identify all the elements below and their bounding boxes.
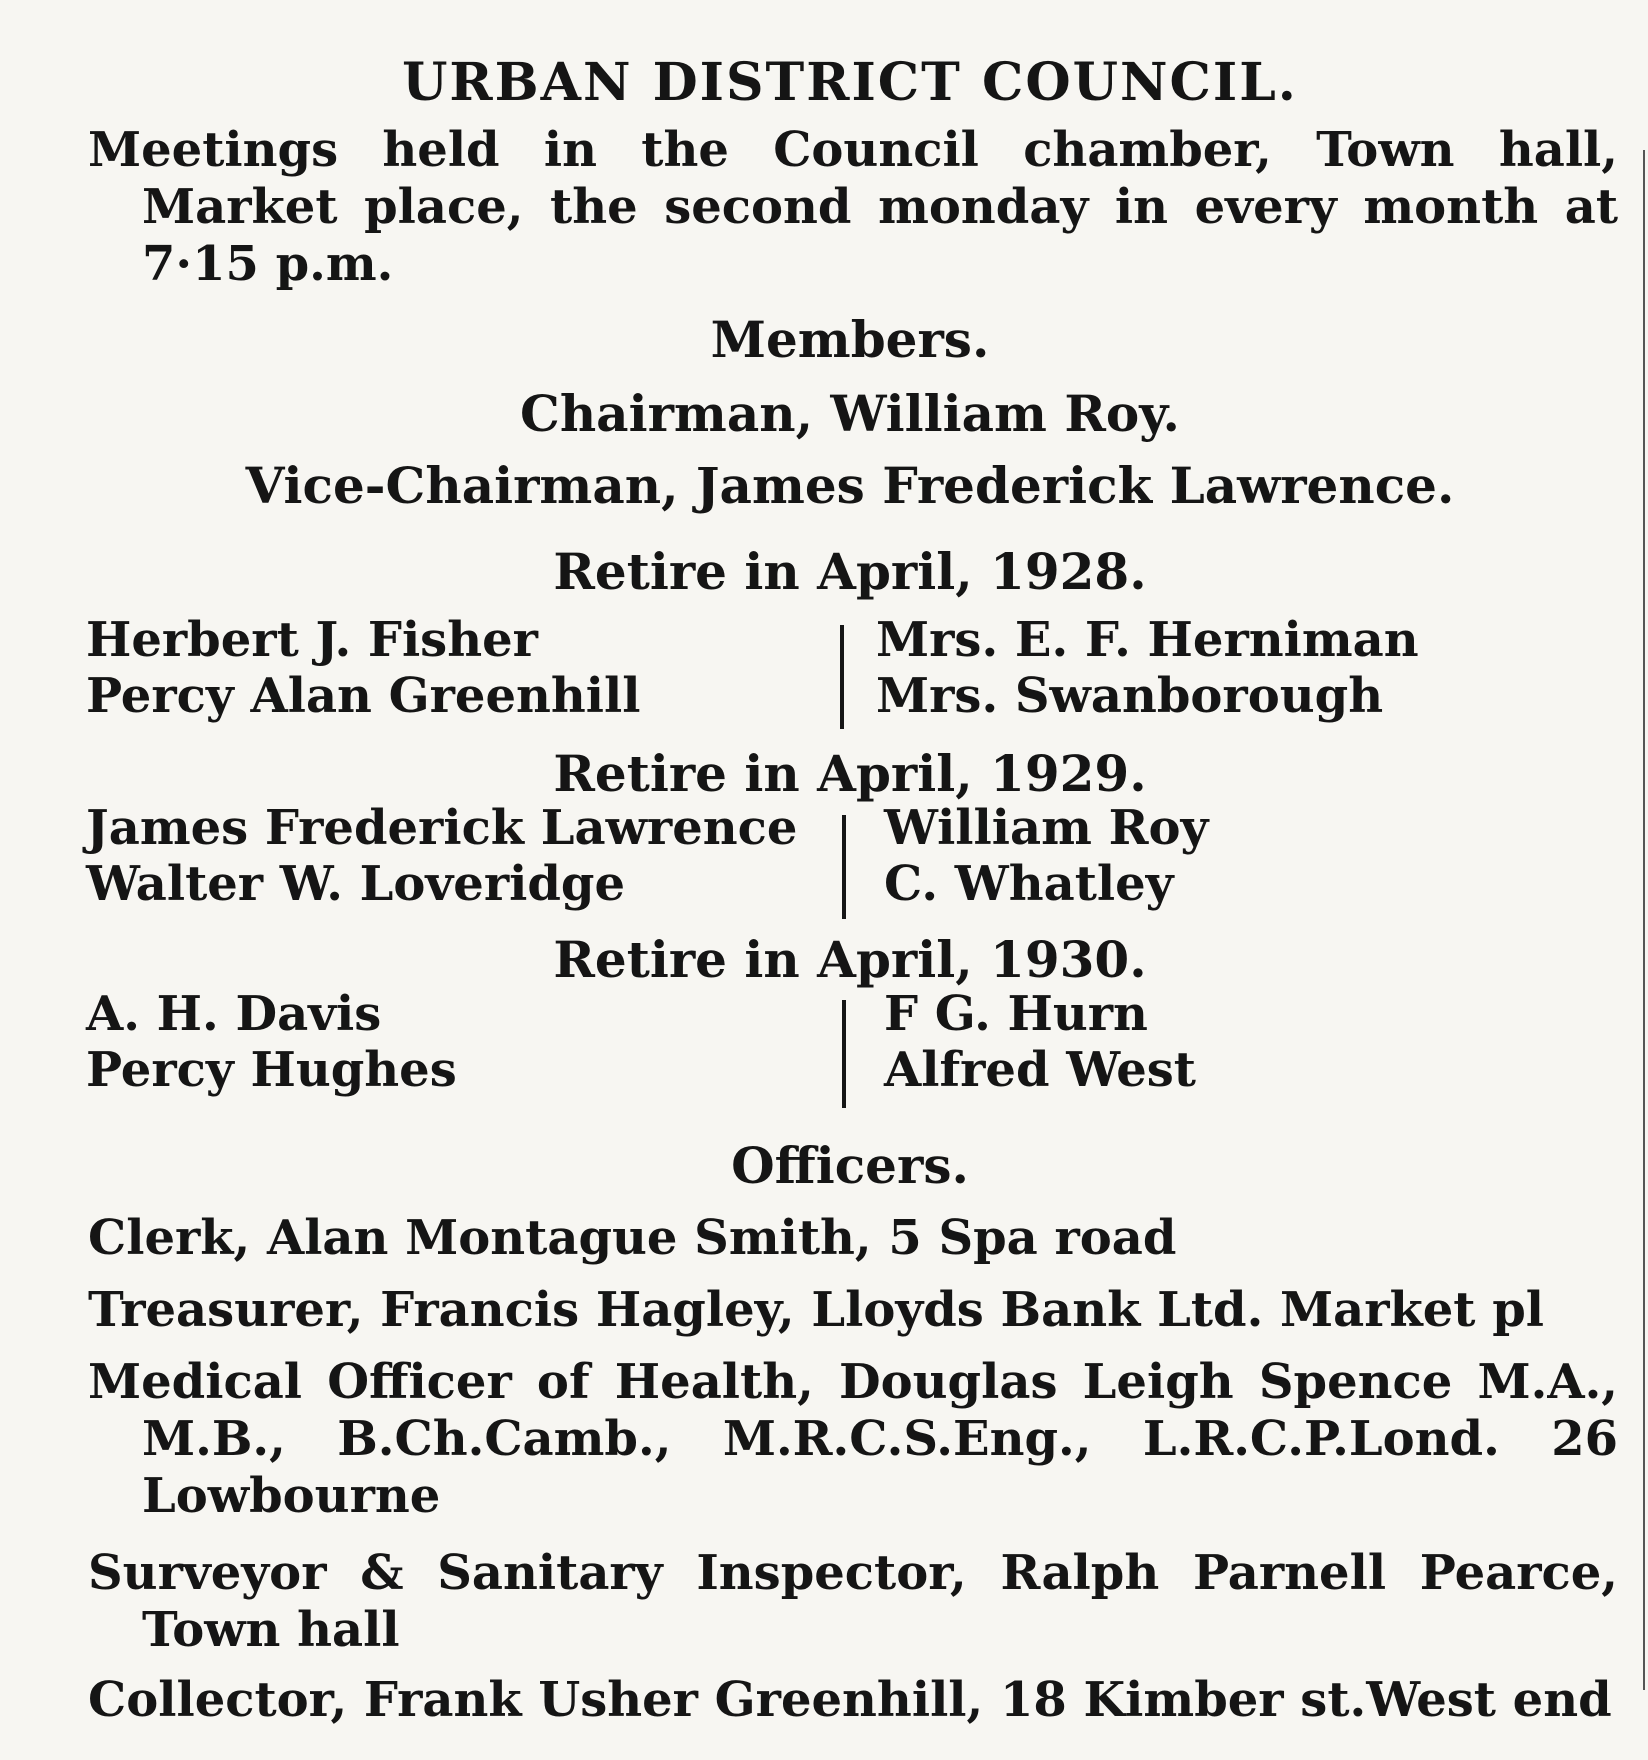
- member-name: Mrs. Swanborough: [876, 668, 1384, 724]
- member-name: Percy Alan Greenhill: [86, 668, 641, 724]
- member-name: F G. Hurn: [884, 986, 1148, 1042]
- retire-1930-heading: Retire in April, 1930.: [553, 930, 1147, 989]
- member-name: C. Whatley: [884, 856, 1174, 912]
- member-name: A. H. Davis: [86, 986, 382, 1042]
- column-rule: [1643, 150, 1645, 1690]
- member-name: James Frederick Lawrence: [86, 800, 798, 856]
- retire-1929-heading: Retire in April, 1929.: [553, 744, 1147, 803]
- officer-entry: Medical Officer of Health, Douglas Leigh Spence M.A., M.B., B.Ch.Camb., M.R.C.S.Eng., L.R.C.P.Lond. 26 Lowbourne: [88, 1354, 1618, 1524]
- vice-chairman-line: Vice-Chairman, James Frederick Lawrence.: [245, 456, 1455, 515]
- member-name: Herbert J. Fisher: [86, 612, 538, 668]
- page-title: URBAN DISTRICT COUNCIL.: [402, 52, 1298, 113]
- meetings-paragraph: Meetings held in the Council chamber, Town hall, Market place, the second monday in every month at 7·15 p.m.: [88, 122, 1618, 292]
- retire-1928-heading: Retire in April, 1928.: [553, 542, 1147, 601]
- column-divider: [842, 1000, 846, 1108]
- column-divider: [840, 625, 844, 729]
- member-name: Alfred West: [884, 1042, 1196, 1098]
- officer-entry: Treasurer, Francis Hagley, Lloyds Bank Ltd. Market pl: [88, 1282, 1544, 1338]
- officers-heading: Officers.: [731, 1136, 969, 1195]
- member-name: Walter W. Loveridge: [86, 856, 626, 912]
- member-name: William Roy: [884, 800, 1209, 856]
- officer-entry: Clerk, Alan Montague Smith, 5 Spa road: [88, 1210, 1177, 1266]
- column-divider: [842, 815, 846, 919]
- member-name: Percy Hughes: [86, 1042, 457, 1098]
- chairman-line: Chairman, William Roy.: [520, 384, 1180, 443]
- members-heading: Members.: [710, 310, 990, 369]
- officer-entry: Surveyor & Sanitary Inspector, Ralph Parnell Pearce, Town hall: [88, 1545, 1618, 1658]
- member-name: Mrs. E. F. Herniman: [876, 612, 1419, 668]
- officer-entry: Collector, Frank Usher Greenhill, 18 Kimber st.West end: [88, 1672, 1612, 1728]
